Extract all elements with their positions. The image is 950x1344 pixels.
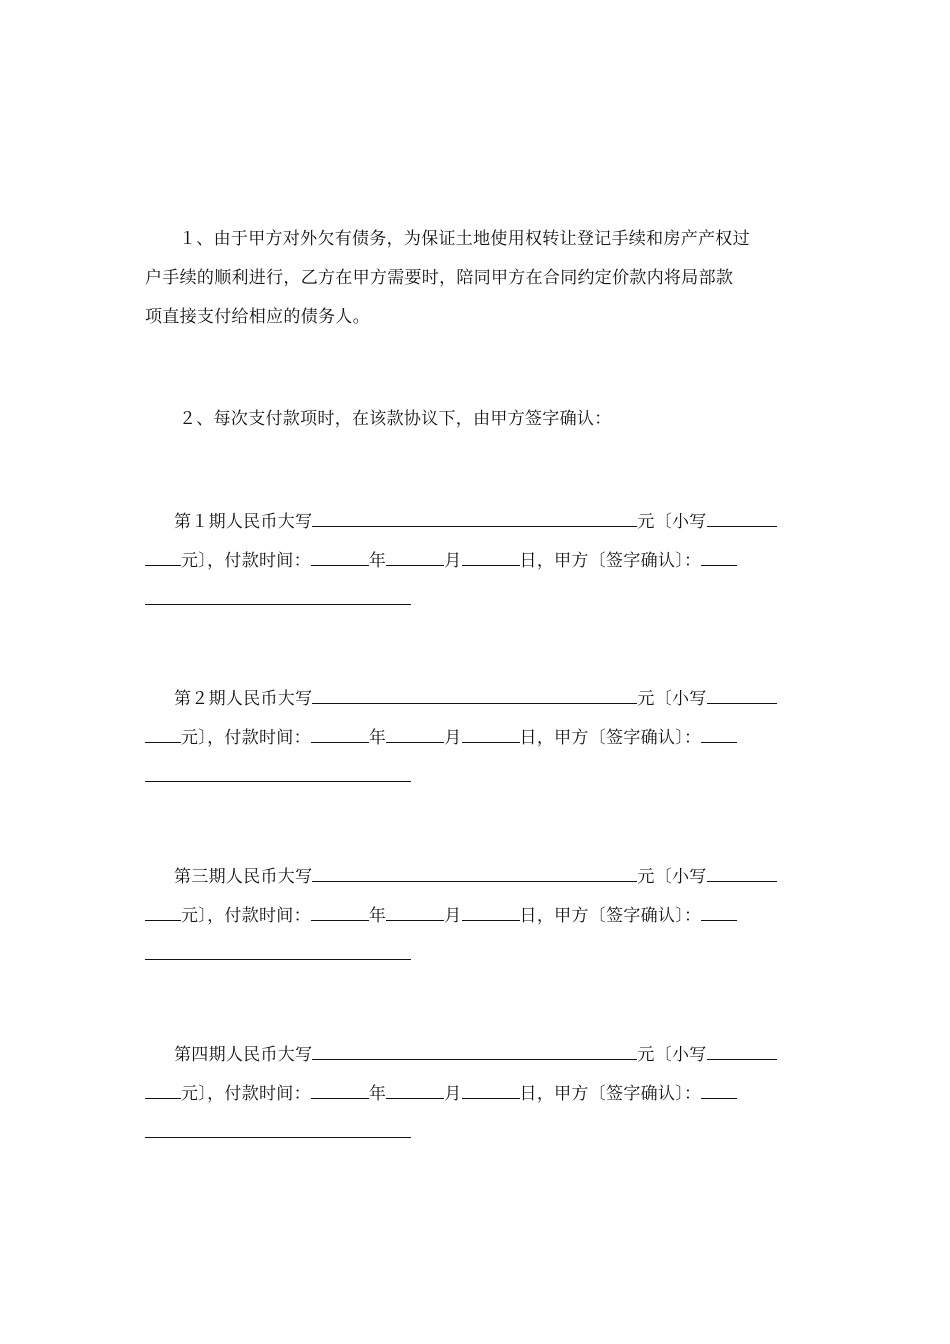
yuan-small-label: 元〔小写 xyxy=(637,512,707,532)
installment-label: 第四期人民币大写 xyxy=(174,1045,313,1065)
amount-uppercase-field[interactable] xyxy=(312,1039,637,1060)
month-field[interactable] xyxy=(386,1078,444,1099)
month-label: 月 xyxy=(444,906,462,926)
day-field[interactable] xyxy=(462,1078,520,1099)
paytime-label: 元〕，付款时间： xyxy=(181,728,311,748)
sign-label: 日，甲方〔签字确认〕： xyxy=(519,906,702,926)
signature-field[interactable] xyxy=(701,1078,737,1099)
month-field[interactable] xyxy=(386,722,444,743)
month-label: 月 xyxy=(444,551,462,571)
installment-line-1 xyxy=(145,680,810,719)
year-field[interactable] xyxy=(311,545,369,566)
signature-field[interactable] xyxy=(701,722,737,743)
amount-small-field-cont[interactable] xyxy=(145,545,181,566)
yuan-small-label: 元〔小写 xyxy=(637,867,707,887)
clause-1 xyxy=(145,220,810,337)
installment-line-1 xyxy=(145,1036,810,1075)
installment-label: 第１期人民币大写 xyxy=(174,512,313,532)
sign-label: 日，甲方〔签字确认〕： xyxy=(519,728,702,748)
yuan-small-label: 元〔小写 xyxy=(637,689,707,709)
amount-small-field[interactable] xyxy=(707,683,777,704)
clause-1-line-3: 项直接支付给相应的债务人。 xyxy=(145,307,370,327)
installment-4 xyxy=(145,1036,810,1153)
amount-small-field[interactable] xyxy=(707,861,777,882)
installment-1 xyxy=(145,503,810,620)
installment-line-2 xyxy=(145,719,810,758)
year-field[interactable] xyxy=(311,900,369,921)
clause-2 xyxy=(145,400,810,439)
paytime-label: 元〕，付款时间： xyxy=(181,551,311,571)
amount-uppercase-field[interactable] xyxy=(312,683,637,704)
yuan-small-label: 元〔小写 xyxy=(637,1045,707,1065)
signature-field[interactable] xyxy=(701,545,737,566)
amount-small-field[interactable] xyxy=(707,1039,777,1060)
year-field[interactable] xyxy=(311,1078,369,1099)
year-label: 年 xyxy=(368,728,387,748)
clause-1-line-2: 户手续的顺利进行，乙方在甲方需要时，陪同甲方在合同约定价款内将局部款 xyxy=(145,268,734,288)
installment-line-3 xyxy=(145,758,810,797)
signature-field-cont[interactable] xyxy=(145,584,411,605)
sign-label: 日，甲方〔签字确认〕： xyxy=(519,551,702,571)
installment-line-2 xyxy=(145,1075,810,1114)
paytime-label: 元〕，付款时间： xyxy=(181,906,311,926)
year-label: 年 xyxy=(368,906,387,926)
installment-label: 第三期人民币大写 xyxy=(174,867,313,887)
day-field[interactable] xyxy=(462,722,520,743)
installment-line-3 xyxy=(145,1114,810,1153)
amount-small-field-cont[interactable] xyxy=(145,1078,181,1099)
year-label: 年 xyxy=(368,551,387,571)
year-field[interactable] xyxy=(311,722,369,743)
installment-line-1 xyxy=(145,503,810,542)
amount-uppercase-field[interactable] xyxy=(312,506,637,527)
month-label: 月 xyxy=(444,1084,462,1104)
installment-line-1 xyxy=(145,858,810,897)
installment-line-2 xyxy=(145,897,810,936)
amount-uppercase-field[interactable] xyxy=(312,861,637,882)
day-field[interactable] xyxy=(462,900,520,921)
installment-line-3 xyxy=(145,581,810,620)
sign-label: 日，甲方〔签字确认〕： xyxy=(519,1084,702,1104)
signature-field-cont[interactable] xyxy=(145,1117,411,1138)
clause-1-line-1: １、由于甲方对外欠有债务，为保证土地使用权转让登记手续和房产产权过 xyxy=(179,229,750,249)
signature-field-cont[interactable] xyxy=(145,939,411,960)
installment-label: 第２期人民币大写 xyxy=(174,689,313,709)
day-field[interactable] xyxy=(462,545,520,566)
amount-small-field-cont[interactable] xyxy=(145,900,181,921)
signature-field-cont[interactable] xyxy=(145,761,411,782)
signature-field[interactable] xyxy=(701,900,737,921)
month-field[interactable] xyxy=(386,545,444,566)
year-label: 年 xyxy=(368,1084,387,1104)
paytime-label: 元〕，付款时间： xyxy=(181,1084,311,1104)
clause-2-line-1: ２、每次支付款项时，在该款协议下，由甲方签字确认： xyxy=(179,409,612,429)
installment-line-2 xyxy=(145,542,810,581)
amount-small-field-cont[interactable] xyxy=(145,722,181,743)
month-field[interactable] xyxy=(386,900,444,921)
installment-2 xyxy=(145,680,810,797)
amount-small-field[interactable] xyxy=(707,506,777,527)
installment-3 xyxy=(145,858,810,975)
installment-line-3 xyxy=(145,936,810,975)
month-label: 月 xyxy=(444,728,462,748)
